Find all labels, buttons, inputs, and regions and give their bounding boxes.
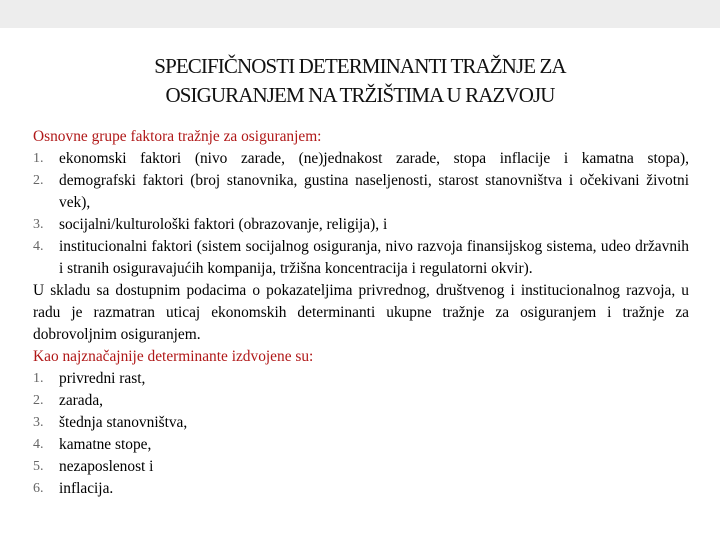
slide-content <box>33 126 689 500</box>
factor-number: 3. <box>33 217 44 232</box>
factor-item-1 <box>33 148 689 170</box>
determinant-number: 5. <box>33 459 44 474</box>
determinant-text: privredni rast, <box>59 370 146 387</box>
determinant-text: štednja stanovništva, <box>59 414 188 431</box>
factor-item-3 <box>33 214 689 236</box>
body-paragraph: U skladu sa dostupnim podacima o pokazateljima privrednog, društvenog i institucionalnog razvoja, u radu je razmatran uticaj ekonomskih determinanti ukupne tražnje za osiguranjem i tražnje za dobrovoljnim osiguranjem. <box>33 282 689 343</box>
determinant-item-3 <box>33 412 689 434</box>
factor-number: 2. <box>33 173 44 188</box>
factor-number: 4. <box>33 239 44 254</box>
top-band <box>0 0 720 28</box>
determinants-heading: Kao najznačajnije determinante izdvojene su: <box>33 348 314 365</box>
determinant-number: 6. <box>33 481 44 496</box>
determinant-number: 4. <box>33 437 44 452</box>
title-line-1: SPECIFIČNOSTI DETERMINANTI TRAŽNJE ZA <box>154 54 566 78</box>
factor-item-2 <box>33 170 689 214</box>
determinant-number: 2. <box>33 393 44 408</box>
factor-text: ekonomski faktori (nivo zarade, (ne)jednakost zarade, stopa inflacije i kamatna stopa), <box>59 150 689 167</box>
determinant-text: zarada, <box>59 392 103 409</box>
determinant-number: 1. <box>33 371 44 386</box>
determinant-item-2 <box>33 390 689 412</box>
determinant-text: nezaposlenost i <box>59 458 154 475</box>
slide-title <box>0 52 720 110</box>
factor-item-4 <box>33 236 689 280</box>
determinant-text: inflacija. <box>59 480 114 497</box>
determinant-item-4 <box>33 434 689 456</box>
determinant-item-6 <box>33 478 689 500</box>
determinant-text: kamatne stope, <box>59 436 152 453</box>
determinant-number: 3. <box>33 415 44 430</box>
factor-text: institucionalni faktori (sistem socijalnog osiguranja, nivo razvoja finansijskog sistema, udeo državnih i stranih osiguravajućih kompanija, tržišna koncentracija i regulatorni okvir). <box>59 238 689 277</box>
title-line-2: OSIGURANJEM NA TRŽIŠTIMA U RAZVOJU <box>165 83 555 107</box>
determinant-item-1 <box>33 368 689 390</box>
intro-heading: Osnovne grupe faktora tražnje za osiguranjem: <box>33 128 322 145</box>
factor-text: socijalni/kulturološki faktori (obrazovanje, religija), i <box>59 216 388 233</box>
factor-text: demografski faktori (broj stanovnika, gustina naseljenosti, starost stanovništva i očekivani životni vek), <box>59 172 689 211</box>
determinant-item-5 <box>33 456 689 478</box>
factor-number: 1. <box>33 151 44 166</box>
